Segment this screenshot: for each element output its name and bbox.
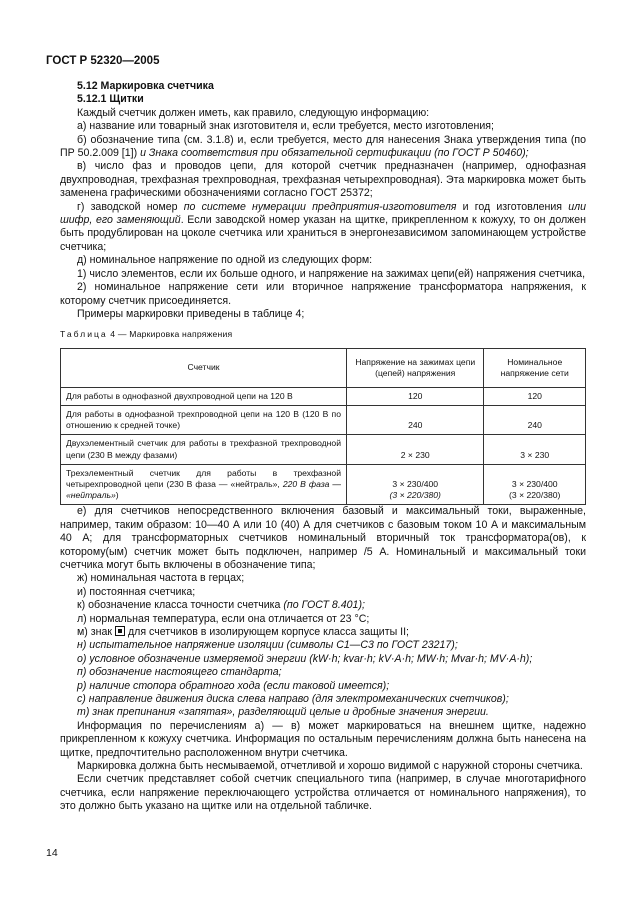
paragraph: Информация по перечислениям а) — в) может маркироваться на внешнем щитке, надежно прикрепленном к кожуху счетчика. Информация по остальным перечислениям должна быть нанесена на щитке, предпочтительно расположенном внутри счетчика. [60, 719, 586, 759]
column-header-terminal-voltage: Напряжение на зажимах цепи (цепей) напряжения [347, 348, 484, 387]
table-header-row [61, 348, 586, 387]
section-heading: 5.12 Маркировка счетчика [77, 80, 214, 92]
table-row [61, 435, 586, 464]
table-caption: Таблица 4 — Маркировка напряжения [60, 329, 233, 340]
table-row [61, 387, 586, 405]
list-item-n: н) испытательное напряжение изоляции (символы С1—С3 по ГОСТ 23217); [77, 639, 458, 652]
list-item-k: к) обозначение класса точности счетчика (по ГОСТ 8.401); [77, 599, 365, 612]
table-cell: 240 [347, 405, 484, 434]
table-cell: 240 [484, 405, 586, 434]
list-subitem-1: 1) число элементов, если их больше одного, и напряжение на зажимах цепи(ей) напряжения счетчика, [77, 267, 586, 280]
list-item-e: е) для счетчиков непосредственного включения базовый и максимальный токи, выраженные, например, таким образом: 10—40 А или 10 (40) А для счетчиков с базовым током 10 А и максимальным 40 А; для трансформаторных счетчиков номинальный вторичный ток трансформатора(ов), к которому(ым) счетчик может быть подключен, например /5 А. Номинальный и максимальный токи счетчика могут быть включены в обозначение типа; [60, 505, 586, 571]
list-item-o: о) условное обозначение измеряемой энергии (kW·h; kvar·h; kV·A·h; MW·h; Mvar·h; MV·A·h); [77, 652, 533, 665]
page-number: 14 [46, 847, 58, 859]
list-item-zh: ж) номинальная частота в герцах; [77, 572, 245, 585]
list-item-r: р) наличие стопора обратного хода (если таковой имеется); [77, 679, 390, 692]
list-item-v: в) число фаз и проводов цепи, для которой счетчик предназначен (например, однофазная двухпроводная, трехфазная трехпроводная, трехфазная четырехпроводная). Эта маркировка может быть заменена графическими обозначениями согласно ГОСТ 25372; [60, 160, 586, 200]
column-header-network-voltage: Номинальное напряжение сети [484, 348, 586, 387]
list-item-i: и) постоянная счетчика; [77, 585, 196, 598]
column-header-meter: Счетчик [61, 348, 347, 387]
list-item-s: с) направление движения диска слева направо (для электромеханических счетчиков); [77, 693, 509, 706]
table-row [61, 405, 586, 434]
list-item-t: т) знак препинания «запятая», разделяющий целые и дробные значения энергии. [77, 706, 489, 719]
double-square-icon [115, 626, 125, 636]
list-item-m: м) знак для счетчиков в изолирующем корпусе класса защиты II; [77, 626, 409, 638]
list-item-b: б) обозначение типа (см. 3.1.8) и, если требуется, место для нанесения Знака утверждения типа (по ПР 50.2.009 [1]) и Знака соответствия при обязательной сертификации (по ГОСТ Р 50460); [60, 133, 586, 160]
table-row [61, 464, 586, 505]
paragraph: Маркировка должна быть несмываемой, отчетливой и хорошо видимой с наружной стороны счетчика. [77, 760, 583, 773]
subsection-heading: 5.12.1 Щитки [77, 93, 144, 106]
table-cell: 2 × 230 [347, 435, 484, 464]
paragraph: Примеры маркировки приведены в таблице 4; [77, 307, 305, 320]
table-cell: 3 × 230/400 (3 × 220/380) [484, 464, 586, 505]
list-subitem-2: 2) номинальное напряжение сети или вторичное напряжение трансформатора напряжения, к которому счетчик присоединяется. [60, 281, 586, 307]
table-cell: 120 [347, 387, 484, 405]
paragraph: Если счетчик представляет собой счетчик специального типа (например, в случае многотарифного счетчика, если напряжение переключающего устройства отличается от номинального напряжения), то это должно быть указано на щитке или на отдельной табличке. [60, 773, 586, 813]
table-cell: 3 × 230/400 (3 × 220/380) [347, 464, 484, 505]
list-item-g: г) заводской номер по системе нумерации предприятия-изготовителя и год изготовления или шифр, его заменяющий. Если заводской номер указан на щитке, прикрепленном к кожуху, то он должен быть продублирован на цоколе счетчика или храниться в энергонезависимом запоминающем устройстве счетчика; [60, 200, 586, 253]
table-cell: 3 × 230 [484, 435, 586, 464]
table-cell: Трехэлементный счетчик для работы в трехфазной четырехпроводной цепи (230 В фаза — «нейтраль», 220 В фаза — «нейтраль») [61, 464, 347, 505]
list-item-l: л) нормальная температура, если она отличается от 23 °C; [77, 612, 370, 625]
list-item-a: а) название или товарный знак изготовителя и, если требуется, место изготовления; [77, 120, 494, 133]
list-item-d: д) номинальное напряжение по одной из следующих форм: [77, 254, 373, 267]
table-cell: 120 [484, 387, 586, 405]
list-item-p: п) обозначение настоящего стандарта; [77, 666, 282, 679]
voltage-marking-table [60, 348, 586, 506]
table-cell: Двухэлементный счетчик для работы в трехфазной трехпроводной цепи (230 В между фазами) [61, 435, 347, 464]
standard-header: ГОСТ Р 52320—2005 [46, 55, 160, 67]
table-cell: Для работы в однофазной двухпроводной цепи на 120 В [61, 387, 347, 405]
paragraph: Каждый счетчик должен иметь, как правило, следующую информацию: [77, 106, 430, 119]
page-content [60, 80, 586, 814]
table-cell: Для работы в однофазной трехпроводной цепи на 120 В (120 В по отношению к средней точке) [61, 405, 347, 434]
